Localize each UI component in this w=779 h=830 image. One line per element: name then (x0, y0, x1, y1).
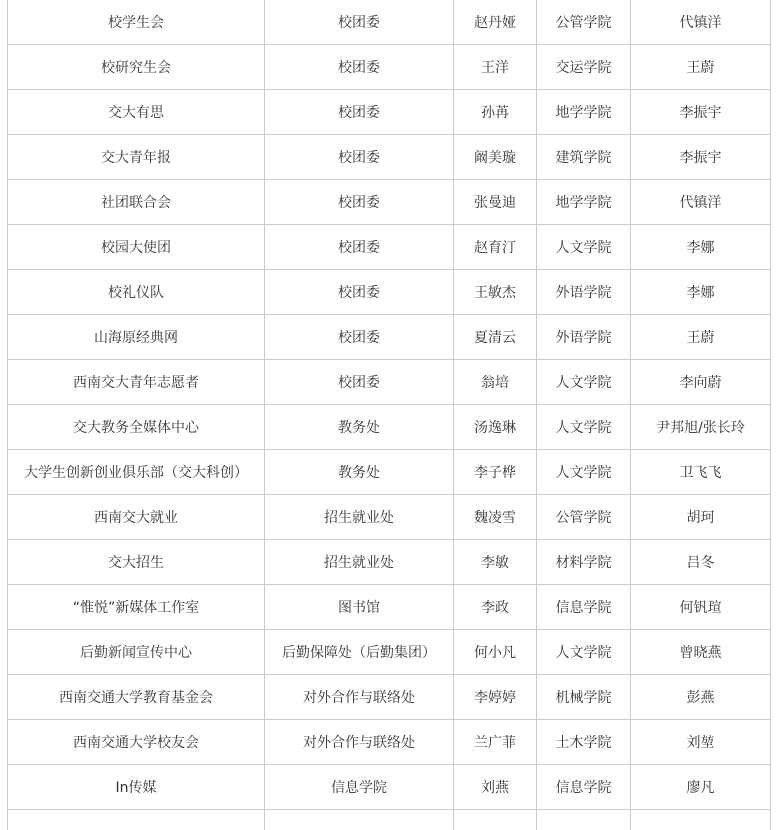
department-cell: 教务处 (265, 450, 454, 495)
advisor-cell: 尹邦旭/张长玲 (631, 405, 771, 450)
contact-person-cell: 汤逸琳 (454, 405, 537, 450)
table-row (8, 675, 771, 720)
contact-person-cell: 李敏 (454, 540, 537, 585)
org-name-cell: 交大青年报 (8, 135, 265, 180)
advisor-cell: 刘堃 (631, 720, 771, 765)
advisor-cell: 吕冬 (631, 540, 771, 585)
advisor-cell: 卫飞飞 (631, 450, 771, 495)
advisor-cell: 代镇洋 (631, 0, 771, 45)
college-cell: 外语学院 (537, 270, 631, 315)
table-row (8, 765, 771, 810)
department-cell: 校团委 (265, 0, 454, 45)
advisor-cell: 王蔚 (631, 45, 771, 90)
advisor-cell: 廖凡 (631, 765, 771, 810)
table-row (8, 585, 771, 630)
empty-cell (8, 810, 265, 830)
organization-table (7, 0, 771, 830)
table-row (8, 180, 771, 225)
department-cell: 校团委 (265, 180, 454, 225)
advisor-cell: 王蔚 (631, 315, 771, 360)
org-name-cell: 交大有思 (8, 90, 265, 135)
org-name-cell: 社团联合会 (8, 180, 265, 225)
org-name-cell: 西南交大就业 (8, 495, 265, 540)
org-name-cell: 西南交通大学校友会 (8, 720, 265, 765)
contact-person-cell: 李子桦 (454, 450, 537, 495)
table-row (8, 135, 771, 180)
table-row (8, 405, 771, 450)
contact-person-cell: 夏清云 (454, 315, 537, 360)
department-cell: 校团委 (265, 45, 454, 90)
college-cell: 土木学院 (537, 720, 631, 765)
table-row (8, 360, 771, 405)
college-cell: 人文学院 (537, 405, 631, 450)
table-row (8, 90, 771, 135)
table-row (8, 45, 771, 90)
org-name-cell: 大学生创新创业俱乐部（交大科创） (8, 450, 265, 495)
contact-person-cell: 李婷婷 (454, 675, 537, 720)
department-cell: 信息学院 (265, 765, 454, 810)
college-cell: 信息学院 (537, 765, 631, 810)
college-cell: 交运学院 (537, 45, 631, 90)
table-row (8, 495, 771, 540)
college-cell: 机械学院 (537, 675, 631, 720)
contact-person-cell: 刘燕 (454, 765, 537, 810)
department-cell: 校团委 (265, 225, 454, 270)
org-name-cell: 校园大使团 (8, 225, 265, 270)
contact-person-cell: 赵丹娅 (454, 0, 537, 45)
college-cell: 公管学院 (537, 0, 631, 45)
table-row (8, 450, 771, 495)
advisor-cell: 李振宇 (631, 135, 771, 180)
org-name-cell: 西南交通大学教育基金会 (8, 675, 265, 720)
advisor-cell: 代镇洋 (631, 180, 771, 225)
org-name-cell: “惟悦”新媒体工作室 (8, 585, 265, 630)
college-cell: 人文学院 (537, 450, 631, 495)
college-cell: 人文学院 (537, 630, 631, 675)
org-name-cell: 后勤新闻宣传中心 (8, 630, 265, 675)
department-cell: 校团委 (265, 90, 454, 135)
table-row (8, 630, 771, 675)
table-row (8, 540, 771, 585)
college-cell: 公管学院 (537, 495, 631, 540)
empty-cell (265, 810, 454, 830)
contact-person-cell: 王洋 (454, 45, 537, 90)
contact-person-cell: 王敏杰 (454, 270, 537, 315)
table-row (8, 720, 771, 765)
empty-cell (454, 810, 537, 830)
org-name-cell: In传媒 (8, 765, 265, 810)
table-row (8, 315, 771, 360)
org-name-cell: 西南交大青年志愿者 (8, 360, 265, 405)
department-cell: 校团委 (265, 135, 454, 180)
college-cell: 人文学院 (537, 225, 631, 270)
department-cell: 招生就业处 (265, 495, 454, 540)
advisor-cell: 李振宇 (631, 90, 771, 135)
org-name-cell: 山海原经典网 (8, 315, 265, 360)
department-cell: 校团委 (265, 315, 454, 360)
org-name-cell: 校学生会 (8, 0, 265, 45)
college-cell: 材料学院 (537, 540, 631, 585)
table-row (8, 225, 771, 270)
college-cell: 建筑学院 (537, 135, 631, 180)
department-cell: 图书馆 (265, 585, 454, 630)
department-cell: 对外合作与联络处 (265, 675, 454, 720)
table-row-partial (8, 810, 771, 830)
department-cell: 后勤保障处（后勤集团） (265, 630, 454, 675)
department-cell: 教务处 (265, 405, 454, 450)
advisor-cell: 李娜 (631, 270, 771, 315)
advisor-cell: 彭燕 (631, 675, 771, 720)
advisor-cell: 李向蔚 (631, 360, 771, 405)
empty-cell (631, 810, 771, 830)
contact-person-cell: 何小凡 (454, 630, 537, 675)
table-body (8, 0, 771, 830)
college-cell: 信息学院 (537, 585, 631, 630)
contact-person-cell: 孙苒 (454, 90, 537, 135)
department-cell: 校团委 (265, 360, 454, 405)
college-cell: 外语学院 (537, 315, 631, 360)
college-cell: 地学学院 (537, 90, 631, 135)
contact-person-cell: 魏凌雪 (454, 495, 537, 540)
contact-person-cell: 张曼迪 (454, 180, 537, 225)
contact-person-cell: 阚美璇 (454, 135, 537, 180)
contact-person-cell: 李政 (454, 585, 537, 630)
advisor-cell: 胡珂 (631, 495, 771, 540)
contact-person-cell: 兰广菲 (454, 720, 537, 765)
advisor-cell: 曾晓燕 (631, 630, 771, 675)
contact-person-cell: 赵育汀 (454, 225, 537, 270)
org-name-cell: 校礼仪队 (8, 270, 265, 315)
college-cell: 人文学院 (537, 360, 631, 405)
college-cell: 地学学院 (537, 180, 631, 225)
department-cell: 对外合作与联络处 (265, 720, 454, 765)
department-cell: 招生就业处 (265, 540, 454, 585)
org-name-cell: 交大教务全媒体中心 (8, 405, 265, 450)
advisor-cell: 李娜 (631, 225, 771, 270)
org-name-cell: 校研究生会 (8, 45, 265, 90)
department-cell: 校团委 (265, 270, 454, 315)
contact-person-cell: 翁培 (454, 360, 537, 405)
table-row (8, 0, 771, 45)
org-name-cell: 交大招生 (8, 540, 265, 585)
empty-cell (537, 810, 631, 830)
advisor-cell: 何钒瑄 (631, 585, 771, 630)
table-row (8, 270, 771, 315)
